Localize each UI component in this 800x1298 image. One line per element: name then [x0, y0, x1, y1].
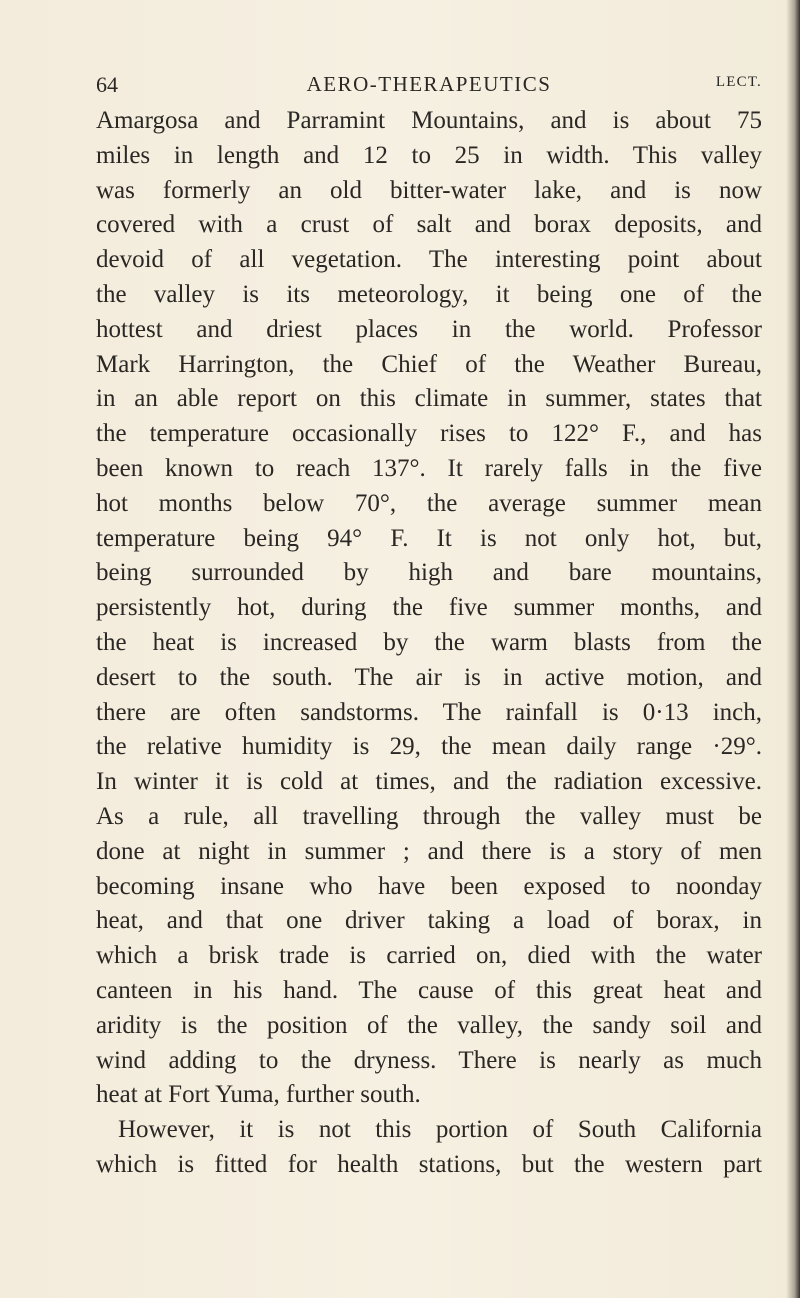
- text-line: miles in length and 12 to 25 in width. This valley: [96, 141, 762, 169]
- text-line: hottest and driest places in the world. Professor: [96, 315, 762, 343]
- running-title: AERO-THERAPEUTICS: [306, 72, 552, 96]
- text-line: which is fitted for health stations, but the western part: [96, 1150, 762, 1178]
- text-line: persistently hot, during the five summer months, and: [96, 594, 762, 622]
- text-line: Mark Harrington, the Chief of the Weather Bureau,: [96, 350, 762, 378]
- text-line: in an able report on this climate in summer, states that: [96, 385, 762, 413]
- text-line: temperature being 94° F. It is not only hot, but,: [96, 524, 762, 552]
- paragraph-start-line: However, it is not this portion of South California: [118, 1116, 762, 1144]
- text-line: desert to the south. The air is in active motion, and: [96, 663, 762, 691]
- text-line: done at night in summer ; and there is a story of men: [96, 837, 762, 865]
- text-line: becoming insane who have been exposed to noonday: [96, 872, 762, 900]
- text-line: As a rule, all travelling through the valley must be: [96, 802, 762, 830]
- text-line: heat, and that one driver taking a load of borax, in: [96, 907, 762, 935]
- text-line: aridity is the position of the valley, the sandy soil and: [96, 1011, 762, 1039]
- text-line: Amargosa and Parramint Mountains, and is about 75: [96, 107, 762, 134]
- text-line: been known to reach 137°. It rarely falls in the five: [96, 454, 762, 482]
- page-header: [96, 72, 762, 102]
- text-line: there are often sandstorms. The rainfall is 0·13 inch,: [96, 698, 762, 726]
- paragraph-end-line: heat at Fort Yuma, further south.: [96, 1081, 421, 1109]
- text-line: being surrounded by high and bare mountains,: [96, 559, 762, 587]
- section-label: LECT.: [715, 74, 762, 90]
- text-line: the heat is increased by the warm blasts from the: [96, 628, 762, 656]
- text-line: the valley is its meteorology, it being one of the: [96, 280, 762, 308]
- page-number: 64: [96, 72, 118, 97]
- text-line: In winter it is cold at times, and the radiation excessive.: [96, 768, 762, 796]
- text-line: was formerly an old bitter-water lake, and is now: [96, 176, 762, 204]
- text-line: hot months below 70°, the average summer mean: [96, 489, 762, 517]
- text-line: covered with a crust of salt and borax deposits, and: [96, 211, 762, 239]
- text-line: wind adding to the dryness. There is nearly as much: [96, 1046, 762, 1074]
- text-line: the relative humidity is 29, the mean daily range ·29°.: [96, 733, 762, 761]
- text-line: which a brisk trade is carried on, died with the water: [96, 942, 762, 970]
- text-line: the temperature occasionally rises to 122° F., and has: [96, 420, 762, 448]
- body-text: [96, 104, 762, 1183]
- text-line: devoid of all vegetation. The interesting point about: [96, 246, 762, 274]
- text-line: canteen in his hand. The cause of this great heat and: [96, 976, 762, 1004]
- page-edge-shadow: [786, 0, 800, 1298]
